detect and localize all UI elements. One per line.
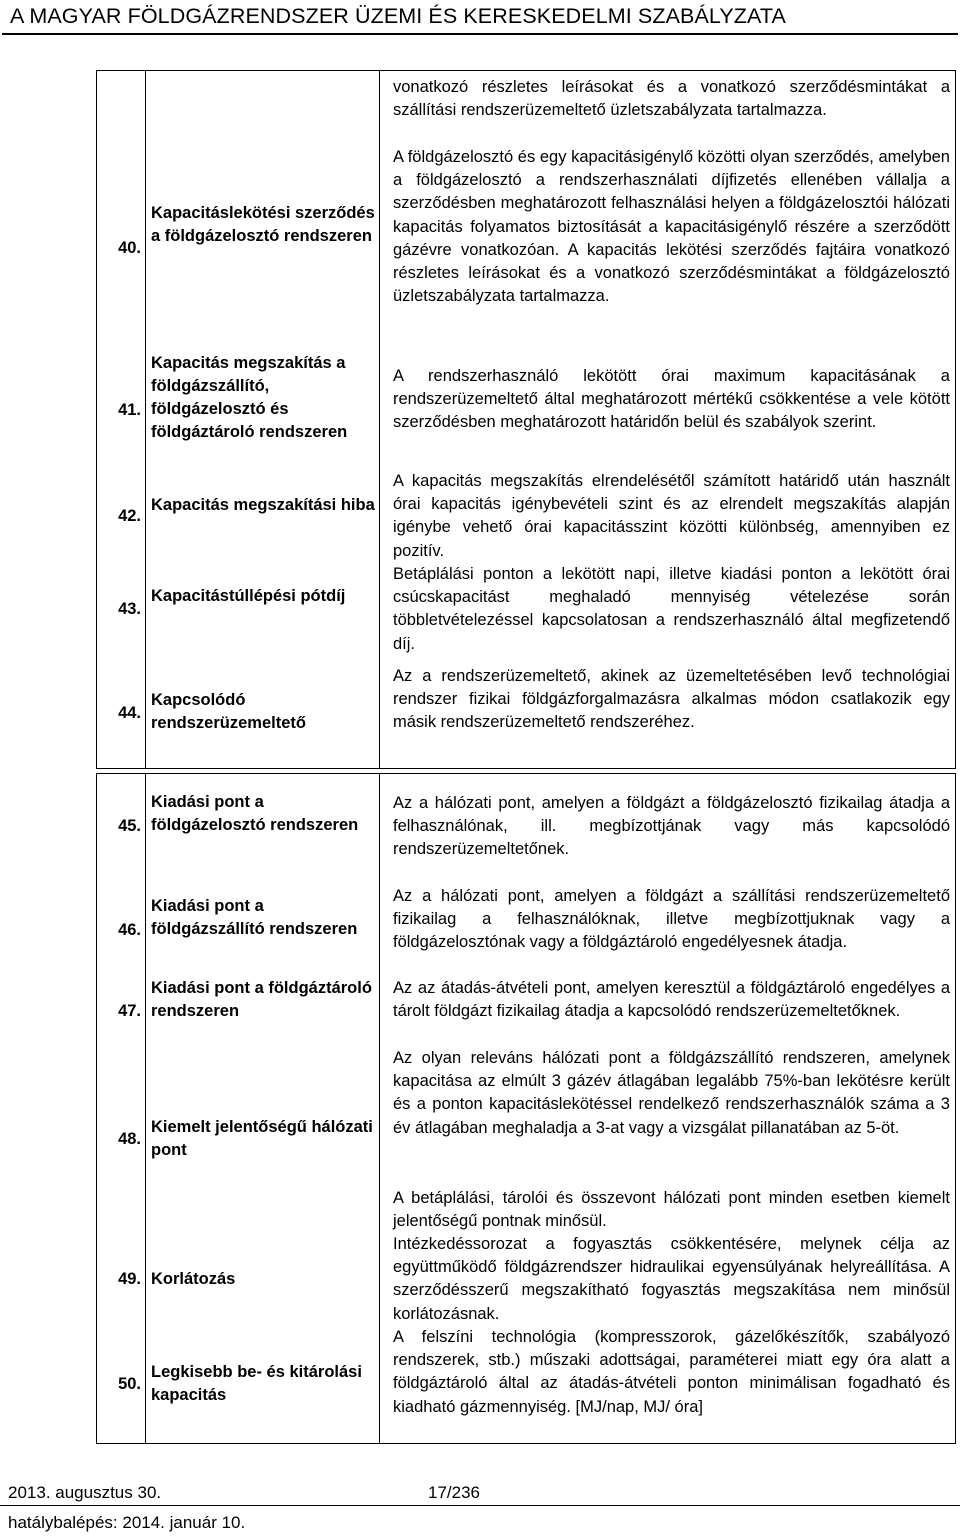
entry-definition: A kapacitás megszakítás elrendelésétől számított határidő után használt órai kapacitás igénybevételi szint és az elrendelt megszakítás alapján igénybe vehető órai kapacitásszint közötti különbség, amennyiben ez pozitív. [393,472,950,560]
entry-definition-extra: A betáplálási, tárolói és összevont hálózati pont minden esetben kiemelt jelentőségű pontnak minősül. [393,1189,950,1231]
entry-number: 48. [118,1130,141,1148]
column-divider [145,774,146,1443]
entry-term: Kiadási pont a földgázelosztó rendszeren [151,793,359,834]
entry-term: Kapacitás megszakítási hiba [151,496,375,514]
entry-term: Legkisebb be- és kitárolási kapacitás [151,1363,362,1404]
entry-term: Kiadási pont a földgázszállító rendszeren [151,897,358,938]
entry-number: 50. [118,1375,141,1393]
entry-term: Kapcsolódó rendszerüzemeltető [151,691,306,732]
entry-number: 45. [118,817,141,835]
entry-definition: Az a rendszerüzemeltető, akinek az üzemeltetésében levő technológiai rendszer fizikai földgázforgalmazásra alkalmas módon csatlakozik egy másik rendszerüzemeltető rendszeréhez. [393,667,950,732]
entry-number: 49. [118,1270,141,1288]
header-divider [2,33,958,35]
entry-definition: Az olyan releváns hálózati pont a földgázszállító rendszeren, amelynek kapacitása az elmúlt 3 gázév átlagában legalább 75%-ban lekötésre került és a ponton kapacitáslekötéssel rendelkező rendszerhasználók száma a 3 év átlagában meghaladja a 3-at vagy a vizsgálat pillanatában az 5-öt. [393,1049,950,1137]
entry-number: 46. [118,921,141,939]
continued-definition: vonatkozó részletes leírásokat és a vonatkozó szerződésmintákat a szállítási rendszerüzemeltető üzletszabályzata tartalmazza. [393,78,950,120]
page-number: 17/236 [428,1483,480,1502]
page-header [0,0,960,32]
entry-term: Kapacitástúllépési pótdíj [151,587,346,605]
document-title: A MAGYAR FÖLDGÁZRENDSZER ÜZEMI ÉS KERESKEDELMI SZABÁLYZATA [10,4,786,28]
entry-term: Korlátozás [151,1270,236,1288]
footer-date: 2013. augusztus 30. [8,1483,162,1502]
entry-definition: A földgázelosztó és egy kapacitásigénylő közötti olyan szerződés, amelyben a földgázelosztó a rendszerhasználati díjfizetés ellenében vállalja a szerződésben meghatározott felhasználási helyen a földgázelosztói hálózati kapacitás folyamatos biztosítását a kapacitásigénylő részére a szerződött gázévre vonatkozóan. A kapacitás lekötési szerződés fajtáira vonatkozó részletes leírásokat és a vonatkozó szerződésmintákat a földgázelosztó üzletszabályzata tartalmazza. [393,148,950,306]
entry-number: 40. [118,239,141,257]
entry-term: Kiemelt jelentőségű hálózati pont [151,1118,373,1159]
entry-definition: Az a hálózati pont, amelyen a földgázt a szállítási rendszerüzemeltető fizikailag a felhasználóknak, illetve megbízottjuknak vagy a földgázelosztónak vagy a földgáztároló engedélyesnek átadja. [393,887,950,952]
effective-date: hatálybalépés: 2014. január 10. [8,1513,246,1532]
footer-divider [0,1505,960,1506]
entry-number: 41. [118,401,141,419]
entry-number: 44. [118,704,141,722]
entry-number: 42. [118,507,141,525]
entry-definition: Intézkedéssorozat a fogyasztás csökkentésére, melynek célja az együttműködő földgázrendszer hidraulikai egyensúlyának helyreállítása. A szerződésszerű megszakítható fogyasztás megszakítása nem minősül korlátozásnak. [393,1235,950,1323]
entry-term: Kapacitás megszakítás a földgázszállító, földgázelosztó és földgáztároló rendszeren [151,354,348,441]
entry-definition: Az a hálózati pont, amelyen a földgázt a földgázelosztó fizikailag átadja a felhasználónak, ill. megbízottjának vagy más kapcsolódó rendszerüzemeltetőnek. [393,794,950,859]
entry-number: 43. [118,600,141,618]
entry-term: Kiadási pont a földgáztároló rendszeren [151,979,372,1020]
entry-definition: A felszíni technológia (kompresszorok, gázelőkészítők, szabályozó rendszerek, stb.) műszaki adottságai, paraméterei miatt egy óra alatt a földgáztároló által az átadás-átvételi ponton minimálisan fogadható és kiadható gázmennyiség. [MJ/nap, MJ/ óra] [393,1328,950,1416]
entry-definition: A rendszerhasználó lekötött órai maximum kapacitásának a rendszerüzemeltető által meghatározott mértékű csökkentése a vele kötött szerződésben meghatározott határidőn belül és szabályok szerint. [393,367,950,432]
entry-definition: Az az átadás-átvételi pont, amelyen keresztül a földgáztároló engedélyes a tárolt földgázt fizikailag átadja a kapcsolódó rendszerüzemeltetőknek. [393,979,950,1021]
column-divider [379,71,380,768]
column-divider [379,774,380,1443]
entry-number: 47. [118,1002,141,1020]
entry-term: Kapacitáslekötési szerződés a földgázelosztó rendszeren [151,204,375,245]
entry-definition: Betáplálási ponton a lekötött napi, illetve kiadási ponton a lekötött órai csúcskapacitást meghaladó mennyiség vételezése során többletvételezéssel kapcsolatosan a rendszerhasználó által megfizetendő díj. [393,565,950,653]
column-divider [145,71,146,768]
